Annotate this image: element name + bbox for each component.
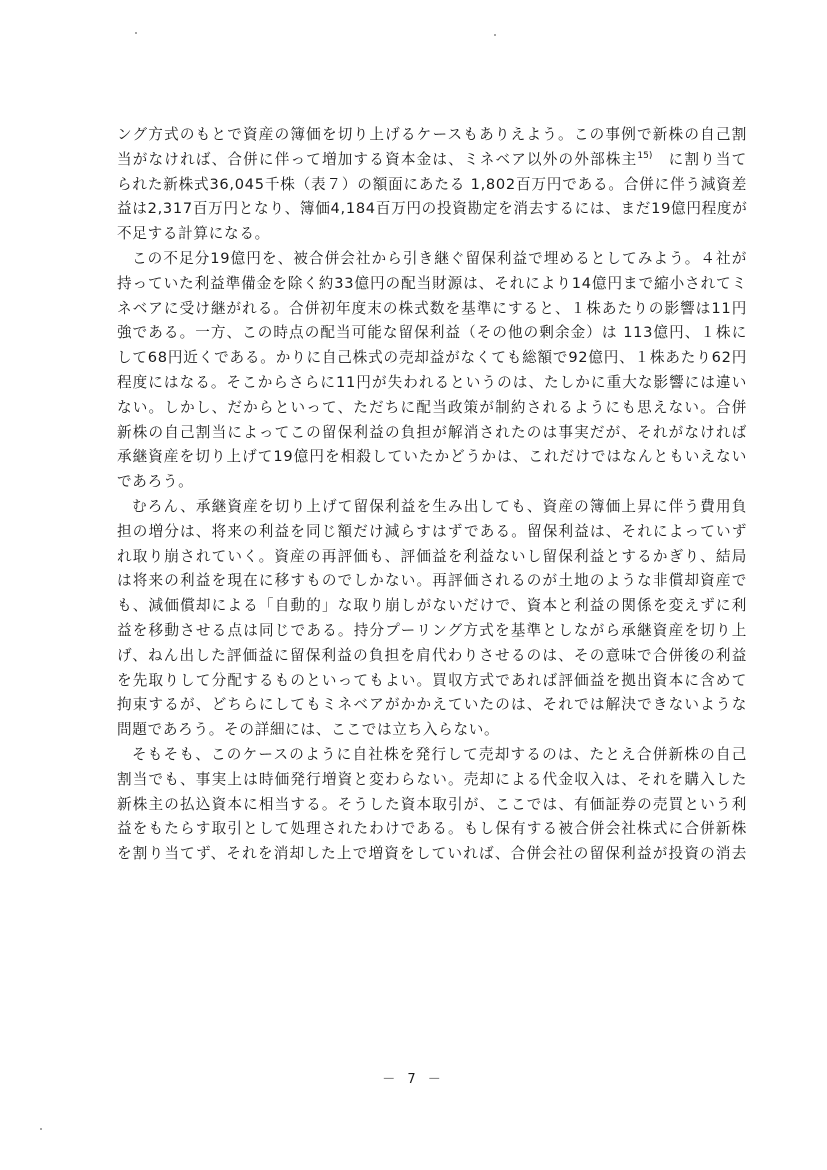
text-line: 強である。一方、この時点の配当可能な留保利益（その他の剰余金）は 113億円、１株に <box>117 324 747 342</box>
text-line: して68円近くである。かりに自己株式の売却益がなくても総額で92億円、１株あたり62円 <box>117 349 747 367</box>
footnote-reference: 15) <box>637 150 653 161</box>
text-line: は将来の利益を現在に移すものでしかない。再評価されるのが土地のような非償却資産で <box>117 572 747 590</box>
text-line: られた新株式36,045千株（表７）の額面にあたる 1,802百万円である。合併に伴う減資差 <box>117 175 747 193</box>
text-line: 担の増分は、将来の利益を同じ額だけ減らすはずである。留保利益は、それによっていず <box>117 522 747 540</box>
text-line: 新株主の払込資本に相当する。そうした資本取引が、ここでは、有価証券の売買という利 <box>117 795 747 813</box>
text-line: れ取り崩されていく。資産の再評価も、評価益を利益ないし留保利益とするかぎり、結局 <box>117 547 747 565</box>
scan-speck <box>135 32 137 34</box>
text-line: 承継資産を切り上げて19億円を相殺していたかどうかは、これだけではなんともいえない <box>117 448 747 466</box>
text-line: 益を移動させる点は同じである。持分プーリング方式を基準としながら承継資産を切り上 <box>117 621 747 639</box>
scan-speck <box>40 1128 42 1130</box>
text-line: この不足分19億円を、被合併会社から引き継ぐ留保利益で埋めるとしてみよう。４社が <box>132 249 747 267</box>
text-line: であろう。 <box>117 473 194 491</box>
text-line: を割り当てず、それを消却した上で増資をしていれば、合併会社の留保利益が投資の消去 <box>117 845 747 863</box>
text-line: 新株の自己割当によってこの留保利益の負担が解消されたのは事実だが、それがなければ <box>117 423 747 441</box>
text-line: ない。しかし、だからといって、ただちに配当政策が制約されるようにも思えない。合併 <box>117 398 747 416</box>
text-line: ング方式のもとで資産の簿価を切り上げるケースもありえよう。この事例で新株の自己割 <box>117 126 747 143</box>
page-number: － 7 － <box>382 1072 445 1087</box>
text-line: 問題であろう。その詳細には、ここでは立ち入らない。 <box>117 721 500 739</box>
text-line: むろん、承継資産を切り上げて留保利益を生み出しても、資産の簿価上昇に伴う費用負 <box>132 497 747 515</box>
text-line-with-footnote <box>117 148 747 173</box>
text-line: ネベアに受け継がれる。合併初年度末の株式数を基準にすると、１株あたりの影響は11円 <box>117 299 747 317</box>
text-segment: 当がなければ、合併に伴って増加する資本金は、ミネベア以外の外部株主 <box>117 150 638 168</box>
text-line: げ、ねん出した評価益に留保利益の負担を肩代わりさせるのは、その意味で合併後の利益 <box>117 646 747 664</box>
text-line: 拘束するが、どちらにしてもミネベアがかかえていたのは、それでは解決できないような <box>117 696 747 714</box>
text-line: を先取りして分配するものといってもよい。買収方式であれば評価益を拠出資本に含めて <box>117 671 747 689</box>
text-line: 益をもたらす取引として処理されたわけである。もし保有する被合併会社株式に合併新株 <box>117 820 747 838</box>
text-line: 持っていた利益準備金を除く約33億円の配当財源は、それにより14億円まで縮小されてミ <box>117 274 747 292</box>
scan-speck <box>494 34 496 36</box>
text-line: 益は2,317百万円となり、簿価4,184百万円の投資勘定を消去するには、まだ19億円程度が <box>117 200 748 218</box>
text-line: そもそも、このケースのように自社株を発行して売却するのは、たとえ合併新株の自己 <box>132 745 747 763</box>
text-line: 不足する計算になる。 <box>117 225 270 243</box>
text-line: も、減価償却による「自動的」な取り崩しがないだけで、資本と利益の関係を変えずに利 <box>117 597 747 615</box>
text-line: 程度にはなる。そこからさらに11円が失われるというのは、たしかに重大な影響には違い <box>117 373 747 391</box>
text-segment: に割り当て <box>668 150 747 168</box>
text-line: 割当でも、事実上は時価発行増資と変わらない。売却による代金収入は、それを購入した <box>117 770 747 788</box>
body-text <box>117 123 747 867</box>
